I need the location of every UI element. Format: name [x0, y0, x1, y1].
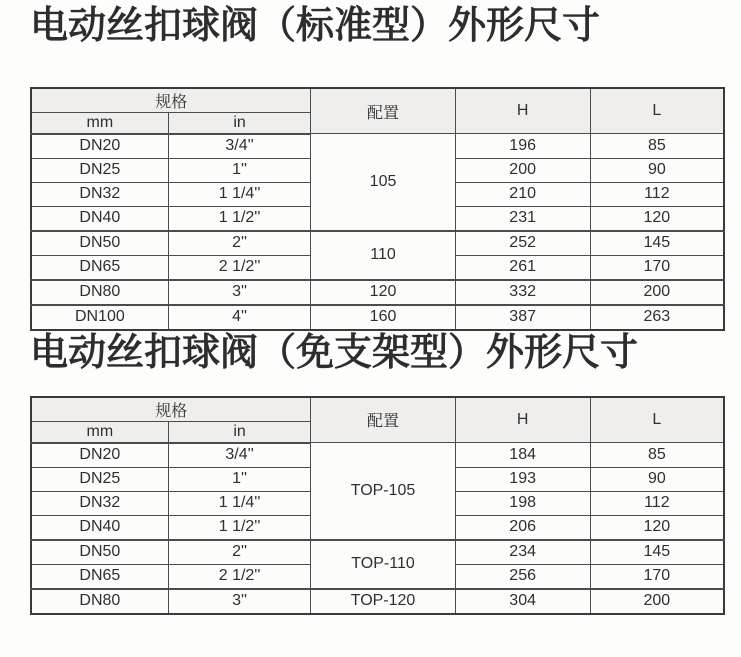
- cell-in: 1 1/4'': [168, 491, 311, 515]
- cell-h: 193: [455, 467, 590, 491]
- cell-l: 200: [590, 280, 724, 305]
- cell-config: 160: [311, 305, 455, 330]
- cell-h: 198: [455, 491, 590, 515]
- cell-h: 304: [455, 589, 590, 614]
- cell-mm: DN20: [31, 134, 168, 159]
- cell-config: 110: [311, 231, 455, 280]
- cell-in: 4'': [168, 305, 311, 330]
- col-header-mm: mm: [31, 112, 168, 134]
- cell-l: 120: [590, 515, 724, 540]
- cell-mm: DN80: [31, 280, 168, 305]
- cell-in: 2'': [168, 540, 311, 565]
- bracketless-title: 电动丝扣球阀（免支架型）外形尺寸: [30, 331, 639, 374]
- cell-in: 2 1/2'': [168, 255, 311, 280]
- cell-h: 332: [455, 280, 590, 305]
- cell-h: 210: [455, 182, 590, 206]
- cell-config: TOP-110: [311, 540, 455, 589]
- col-header-config: 配置: [311, 397, 455, 443]
- table-row: [31, 280, 724, 305]
- cell-l: 120: [590, 206, 724, 231]
- col-header-l: L: [590, 397, 724, 443]
- cell-mm: DN100: [31, 305, 168, 330]
- cell-h: 200: [455, 158, 590, 182]
- cell-l: 170: [590, 255, 724, 280]
- header-row-top: [31, 88, 724, 113]
- cell-h: 387: [455, 305, 590, 330]
- col-header-spec: 规格: [31, 397, 311, 422]
- cell-in: 3/4'': [168, 443, 311, 468]
- cell-mm: DN32: [31, 182, 168, 206]
- bracketless-table: [30, 396, 725, 615]
- cell-l: 85: [590, 443, 724, 468]
- cell-in: 1'': [168, 158, 311, 182]
- cell-mm: DN40: [31, 515, 168, 540]
- cell-config: TOP-120: [311, 589, 455, 614]
- col-header-in: in: [168, 421, 311, 443]
- cell-h: 234: [455, 540, 590, 565]
- cell-l: 112: [590, 182, 724, 206]
- col-header-config: 配置: [311, 88, 455, 134]
- table-row: [31, 231, 724, 256]
- cell-l: 263: [590, 305, 724, 330]
- cell-mm: DN80: [31, 589, 168, 614]
- col-header-h: H: [455, 88, 590, 134]
- cell-config: TOP-105: [311, 443, 455, 540]
- cell-h: 184: [455, 443, 590, 468]
- cell-config: 120: [311, 280, 455, 305]
- col-header-mm: mm: [31, 421, 168, 443]
- cell-l: 200: [590, 589, 724, 614]
- cell-in: 1 1/4'': [168, 182, 311, 206]
- table-row: [31, 589, 724, 614]
- cell-l: 145: [590, 231, 724, 256]
- cell-mm: DN40: [31, 206, 168, 231]
- cell-l: 90: [590, 158, 724, 182]
- cell-in: 1 1/2'': [168, 515, 311, 540]
- cell-h: 261: [455, 255, 590, 280]
- cell-mm: DN50: [31, 231, 168, 256]
- cell-config: 105: [311, 134, 455, 231]
- cell-in: 3/4'': [168, 134, 311, 159]
- cell-h: 196: [455, 134, 590, 159]
- cell-h: 256: [455, 564, 590, 589]
- standard-section: [30, 4, 725, 331]
- cell-in: 3'': [168, 280, 311, 305]
- col-header-h: H: [455, 397, 590, 443]
- cell-in: 1'': [168, 467, 311, 491]
- cell-mm: DN32: [31, 491, 168, 515]
- cell-l: 85: [590, 134, 724, 159]
- table-row: [31, 443, 724, 468]
- cell-mm: DN20: [31, 443, 168, 468]
- cell-in: 3'': [168, 589, 311, 614]
- table-row: [31, 305, 724, 330]
- cell-h: 252: [455, 231, 590, 256]
- table-row: [31, 540, 724, 565]
- col-header-l: L: [590, 88, 724, 134]
- standard-title: 电动丝扣球阀（标准型）外形尺寸: [30, 5, 601, 47]
- cell-l: 112: [590, 491, 724, 515]
- cell-mm: DN25: [31, 467, 168, 491]
- bracketless-section: [30, 331, 725, 615]
- standard-table: [30, 87, 725, 331]
- cell-h: 231: [455, 206, 590, 231]
- header-row-top: [31, 397, 724, 422]
- cell-h: 206: [455, 515, 590, 540]
- cell-in: 2 1/2'': [168, 564, 311, 589]
- table-row: [31, 134, 724, 159]
- cell-in: 2'': [168, 231, 311, 256]
- cell-in: 1 1/2'': [168, 206, 311, 231]
- cell-l: 145: [590, 540, 724, 565]
- cell-l: 170: [590, 564, 724, 589]
- col-header-spec: 规格: [31, 88, 311, 113]
- cell-mm: DN50: [31, 540, 168, 565]
- cell-l: 90: [590, 467, 724, 491]
- cell-mm: DN25: [31, 158, 168, 182]
- cell-mm: DN65: [31, 564, 168, 589]
- cell-mm: DN65: [31, 255, 168, 280]
- col-header-in: in: [168, 112, 311, 134]
